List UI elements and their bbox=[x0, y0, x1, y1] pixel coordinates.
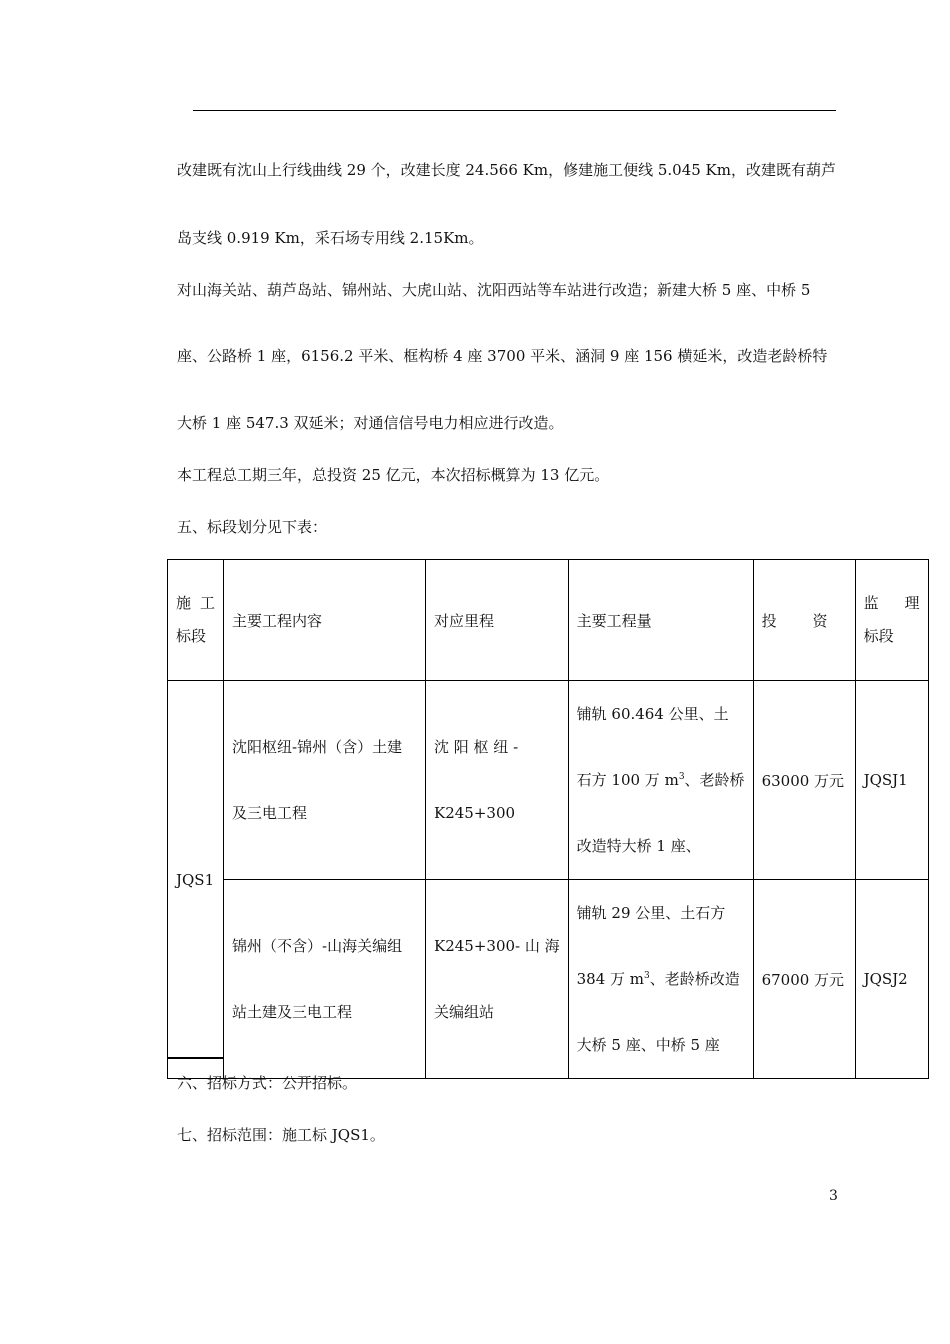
paragraph-line: 座、公路桥 1 座，6156.2 平米、框构桥 4 座 3700 平米、涵洞 9 座 156 横延米，改造老龄桥特 bbox=[177, 347, 828, 365]
supervision-cell: JQSJ2 bbox=[855, 880, 928, 1079]
content-cell: 锦州（不含）-山海关编组 站土建及三电工程 bbox=[224, 880, 426, 1079]
investment-cell: 67000 万元 bbox=[753, 880, 855, 1079]
section-heading: 五、标段划分见下表： bbox=[177, 518, 328, 536]
mileage-cell: K245+300- 山 海 关编组站 bbox=[426, 880, 569, 1079]
paragraph-line: 七、招标范围：施工标 JQS1。 bbox=[177, 1126, 385, 1144]
table-row bbox=[168, 681, 929, 880]
paragraph-line: 改建既有沈山上行线曲线 29 个，改建长度 24.566 Km，修建施工便线 5.045 Km，改建既有葫芦 bbox=[177, 161, 836, 179]
header-content-cell: 主要工程内容 bbox=[224, 560, 426, 681]
paragraph-line: 本工程总工期三年，总投资 25 亿元，本次招标概算为 13 亿元。 bbox=[177, 466, 610, 484]
header-quantity-cell: 主要工程量 bbox=[568, 560, 753, 681]
paragraph-line: 对山海关站、葫芦岛站、锦州站、大虎山站、沈阳西站等车站进行改造；新建大桥 5 座、中桥 5 bbox=[177, 281, 811, 299]
bid-section-table bbox=[167, 559, 929, 1079]
page-number: 3 bbox=[829, 1188, 838, 1204]
header-rule bbox=[193, 110, 836, 111]
table-row bbox=[168, 880, 929, 1079]
paragraph-line: 岛支线 0.919 Km，采石场专用线 2.15Km。 bbox=[177, 229, 484, 247]
supervision-cell: JQSJ1 bbox=[855, 681, 928, 880]
content-cell: 沈阳枢纽-锦州（含）土建 及三电工程 bbox=[224, 681, 426, 880]
paragraph-line: 大桥 1 座 547.3 双延米；对通信信号电力相应进行改造。 bbox=[177, 414, 564, 432]
quantity-cell: 铺轨 29 公里、土石方 384 万 $m^3$、老龄桥改造 大桥 5 座、中桥 5 座 bbox=[568, 880, 753, 1079]
header-investment-cell: 投 资 bbox=[753, 560, 855, 681]
paragraph-line: 六、招标方式：公开招标。 bbox=[177, 1074, 358, 1092]
investment-cell: 63000 万元 bbox=[753, 681, 855, 880]
header-section-cell: 施 工 标段 bbox=[168, 560, 224, 681]
header-mileage-cell: 对应里程 bbox=[426, 560, 569, 681]
mileage-cell: 沈 阳 枢 纽 - K245+300 bbox=[426, 681, 569, 880]
table-bottom-rule bbox=[167, 1057, 223, 1059]
header-supervision-cell: 监 理 标段 bbox=[855, 560, 928, 681]
quantity-cell: 铺轨 60.464 公里、土 石方 100 万 $m^3$、老龄桥 改造特大桥 1 座、 bbox=[568, 681, 753, 880]
table-header-row bbox=[168, 560, 929, 681]
section-cell: JQS1 bbox=[168, 681, 224, 1079]
